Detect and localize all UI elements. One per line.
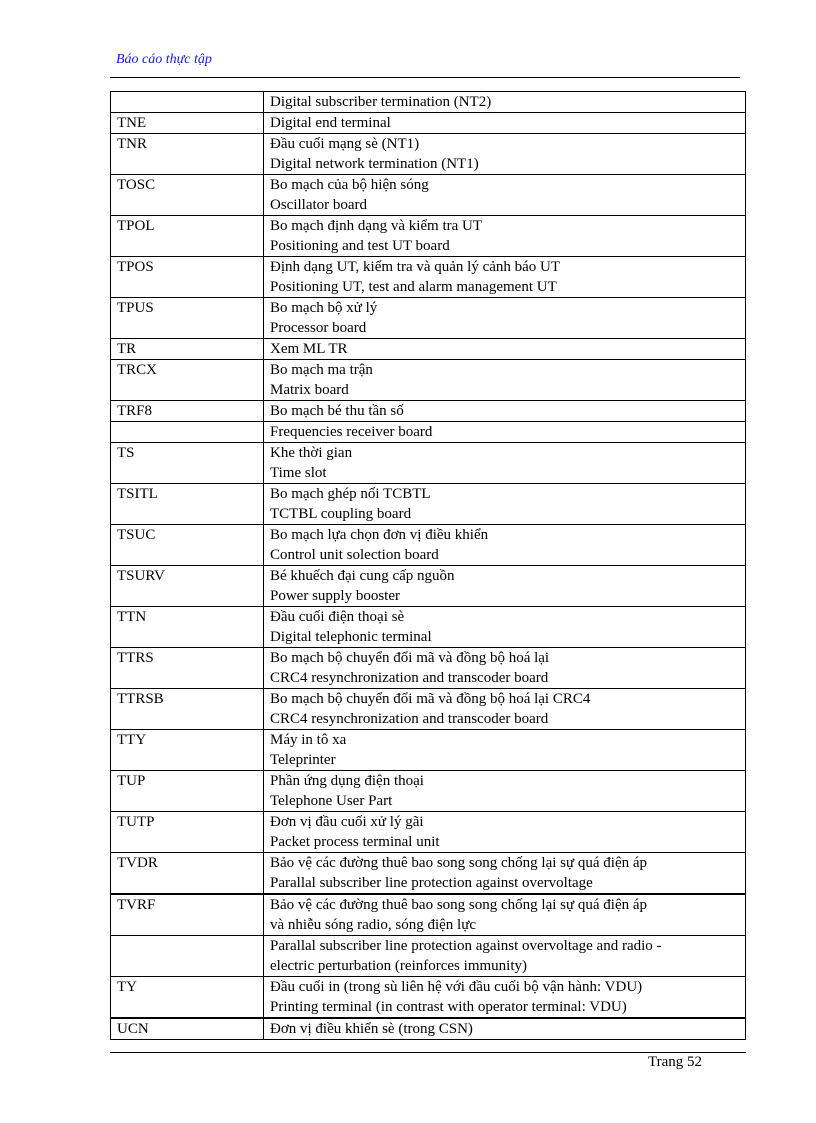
- definition-line: Đơn vị đầu cuối xử lý gãi: [270, 814, 424, 830]
- definition-line: Digital telephonic terminal: [270, 629, 432, 645]
- definition-cell: [264, 977, 746, 1019]
- definition-line: Bo mạch của bộ hiện sóng: [270, 177, 429, 193]
- table-row: [111, 175, 746, 216]
- table-row: [111, 525, 746, 566]
- table-row: [111, 812, 746, 853]
- definition-cell: [264, 607, 746, 648]
- table-row: [111, 607, 746, 648]
- definition-line: Oscillator board: [270, 197, 368, 213]
- page-number: Trang 52: [648, 1054, 703, 1070]
- table-row: [111, 853, 746, 895]
- abbreviation-cell: TRF8: [111, 401, 264, 422]
- table-row: [111, 298, 746, 339]
- abbreviation-cell: TPOL: [111, 216, 264, 257]
- definition-cell: [264, 730, 746, 771]
- definition-line: Đầu cuối điện thoại sè: [270, 609, 405, 625]
- table-row: [111, 216, 746, 257]
- table-row: [111, 1018, 746, 1040]
- definition-line: Digital network termination (NT1): [270, 156, 479, 172]
- table-row: [111, 771, 746, 812]
- abbreviation-cell: TRCX: [111, 360, 264, 401]
- table-row: [111, 339, 746, 360]
- abbreviation-cell: [111, 92, 264, 113]
- definition-line: Power supply booster: [270, 588, 400, 604]
- abbreviation-cell: TOSC: [111, 175, 264, 216]
- definition-cell: [264, 853, 746, 895]
- definition-line: Bo mạch ghép nối TCBTL: [270, 486, 431, 502]
- table-row: [111, 730, 746, 771]
- definition-line: Digital end terminal: [270, 115, 391, 131]
- definition-line: Xem ML TR: [270, 341, 348, 357]
- definition-line: Parallal subscriber line protection against overvoltage and radio -: [270, 938, 662, 954]
- definition-cell: [264, 134, 746, 175]
- definition-cell: [264, 92, 746, 113]
- definition-line: Bo mạch định dạng và kiểm tra UT: [270, 218, 483, 234]
- definition-line: Bảo vệ các đường thuê bao song song chống lại sự quá điện áp: [270, 897, 648, 913]
- definition-line: CRC4 resynchronization and transcoder board: [270, 670, 549, 686]
- definition-line: Khe thời gian: [270, 445, 353, 461]
- definition-cell: [264, 360, 746, 401]
- abbreviation-cell: [111, 936, 264, 977]
- definition-line: electric perturbation (reinforces immunity): [270, 958, 527, 974]
- abbreviation-cell: UCN: [111, 1018, 264, 1040]
- definition-line: Bo mạch bộ chuyển đổi mã và đồng bộ hoá lại: [270, 650, 550, 666]
- abbreviation-cell: TSUC: [111, 525, 264, 566]
- abbreviation-cell: TPOS: [111, 257, 264, 298]
- definition-line: CRC4 resynchronization and transcoder board: [270, 711, 549, 727]
- abbreviation-cell: TUTP: [111, 812, 264, 853]
- definition-line: Bo mạch ma trận: [270, 362, 373, 378]
- definition-line: Bo mạch bộ chuyển đổi mã và đồng bộ hoá lại CRC4: [270, 691, 591, 707]
- table-row: [111, 360, 746, 401]
- definition-line: Định dạng UT, kiểm tra và quản lý cảnh báo UT: [270, 259, 561, 275]
- definition-line: Matrix board: [270, 382, 349, 398]
- definition-line: Telephone User Part: [270, 793, 393, 809]
- table-row: [111, 689, 746, 730]
- definition-line: Bo mạch bộ xử lý: [270, 300, 378, 316]
- abbreviation-cell: TTY: [111, 730, 264, 771]
- definition-line: và nhiễu sóng radio, sóng điện lực: [270, 917, 477, 933]
- abbreviation-cell: TUP: [111, 771, 264, 812]
- abbreviation-cell: TTRS: [111, 648, 264, 689]
- definition-cell: [264, 648, 746, 689]
- definition-cell: [264, 1018, 746, 1040]
- glossary-table: [110, 91, 746, 1040]
- abbreviation-cell: TSITL: [111, 484, 264, 525]
- table-row: [111, 113, 746, 134]
- definition-line: Control unit solection board: [270, 547, 439, 563]
- table-row: [111, 257, 746, 298]
- definition-line: Đầu cuối mạng sè (NT1): [270, 136, 420, 152]
- abbreviation-cell: TTRSB: [111, 689, 264, 730]
- table-row: [111, 401, 746, 422]
- definition-cell: [264, 894, 746, 936]
- definition-cell: [264, 484, 746, 525]
- header-title: Báo cáo thực tập: [116, 52, 212, 67]
- table-row: [111, 894, 746, 936]
- definition-line: Bảo vệ các đường thuê bao song song chống lại sự quá điện áp: [270, 855, 648, 871]
- definition-cell: [264, 771, 746, 812]
- definition-line: Frequencies receiver board: [270, 424, 433, 440]
- definition-line: Time slot: [270, 465, 327, 481]
- definition-line: Positioning UT, test and alarm management UT: [270, 279, 557, 295]
- definition-line: Đơn vị điều khiển sè (trong CSN): [270, 1021, 473, 1037]
- table-row: [111, 443, 746, 484]
- table-row: [111, 422, 746, 443]
- footer-rule: [110, 1052, 746, 1053]
- definition-cell: [264, 443, 746, 484]
- definition-line: Digital subscriber termination (NT2): [270, 94, 492, 110]
- definition-line: Printing terminal (in contrast with operator terminal: VDU): [270, 999, 627, 1015]
- definition-cell: [264, 339, 746, 360]
- definition-line: Đầu cuối in (trong sù liên hệ với đầu cuối bộ vận hành: VDU): [270, 979, 643, 995]
- definition-line: TCTBL coupling board: [270, 506, 412, 522]
- table-row: [111, 134, 746, 175]
- definition-line: Packet process terminal unit: [270, 834, 440, 850]
- definition-line: Bo mạch bé thu tần số: [270, 403, 404, 419]
- definition-cell: [264, 936, 746, 977]
- definition-line: Positioning and test UT board: [270, 238, 450, 254]
- header-rule: [110, 77, 740, 78]
- table-row: [111, 566, 746, 607]
- definition-line: Bo mạch lựa chọn đơn vị điều khiển: [270, 527, 489, 543]
- definition-cell: [264, 689, 746, 730]
- definition-cell: [264, 525, 746, 566]
- abbreviation-cell: TVRF: [111, 894, 264, 936]
- definition-cell: [264, 812, 746, 853]
- table-row: [111, 484, 746, 525]
- definition-line: Phần ứng dụng điện thoại: [270, 773, 424, 789]
- definition-cell: [264, 175, 746, 216]
- abbreviation-cell: TTN: [111, 607, 264, 648]
- abbreviation-cell: TS: [111, 443, 264, 484]
- table-row: [111, 936, 746, 977]
- abbreviation-cell: TSURV: [111, 566, 264, 607]
- definition-cell: [264, 422, 746, 443]
- definition-line: Processor board: [270, 320, 367, 336]
- abbreviation-cell: TNR: [111, 134, 264, 175]
- definition-cell: [264, 566, 746, 607]
- table-row: [111, 977, 746, 1019]
- abbreviation-cell: TR: [111, 339, 264, 360]
- definition-line: Máy in tô xa: [270, 732, 347, 748]
- table-row: [111, 648, 746, 689]
- abbreviation-cell: TPUS: [111, 298, 264, 339]
- definition-line: Teleprinter: [270, 752, 336, 768]
- definition-cell: [264, 216, 746, 257]
- definition-line: Parallal subscriber line protection against overvoltage: [270, 875, 593, 891]
- abbreviation-cell: TNE: [111, 113, 264, 134]
- abbreviation-cell: [111, 422, 264, 443]
- definition-line: Bé khuếch đại cung cấp nguồn: [270, 568, 455, 584]
- definition-cell: [264, 113, 746, 134]
- abbreviation-cell: TVDR: [111, 853, 264, 895]
- definition-cell: [264, 257, 746, 298]
- glossary-body: [111, 92, 746, 1040]
- definition-cell: [264, 298, 746, 339]
- table-row: [111, 92, 746, 113]
- abbreviation-cell: TY: [111, 977, 264, 1019]
- definition-cell: [264, 401, 746, 422]
